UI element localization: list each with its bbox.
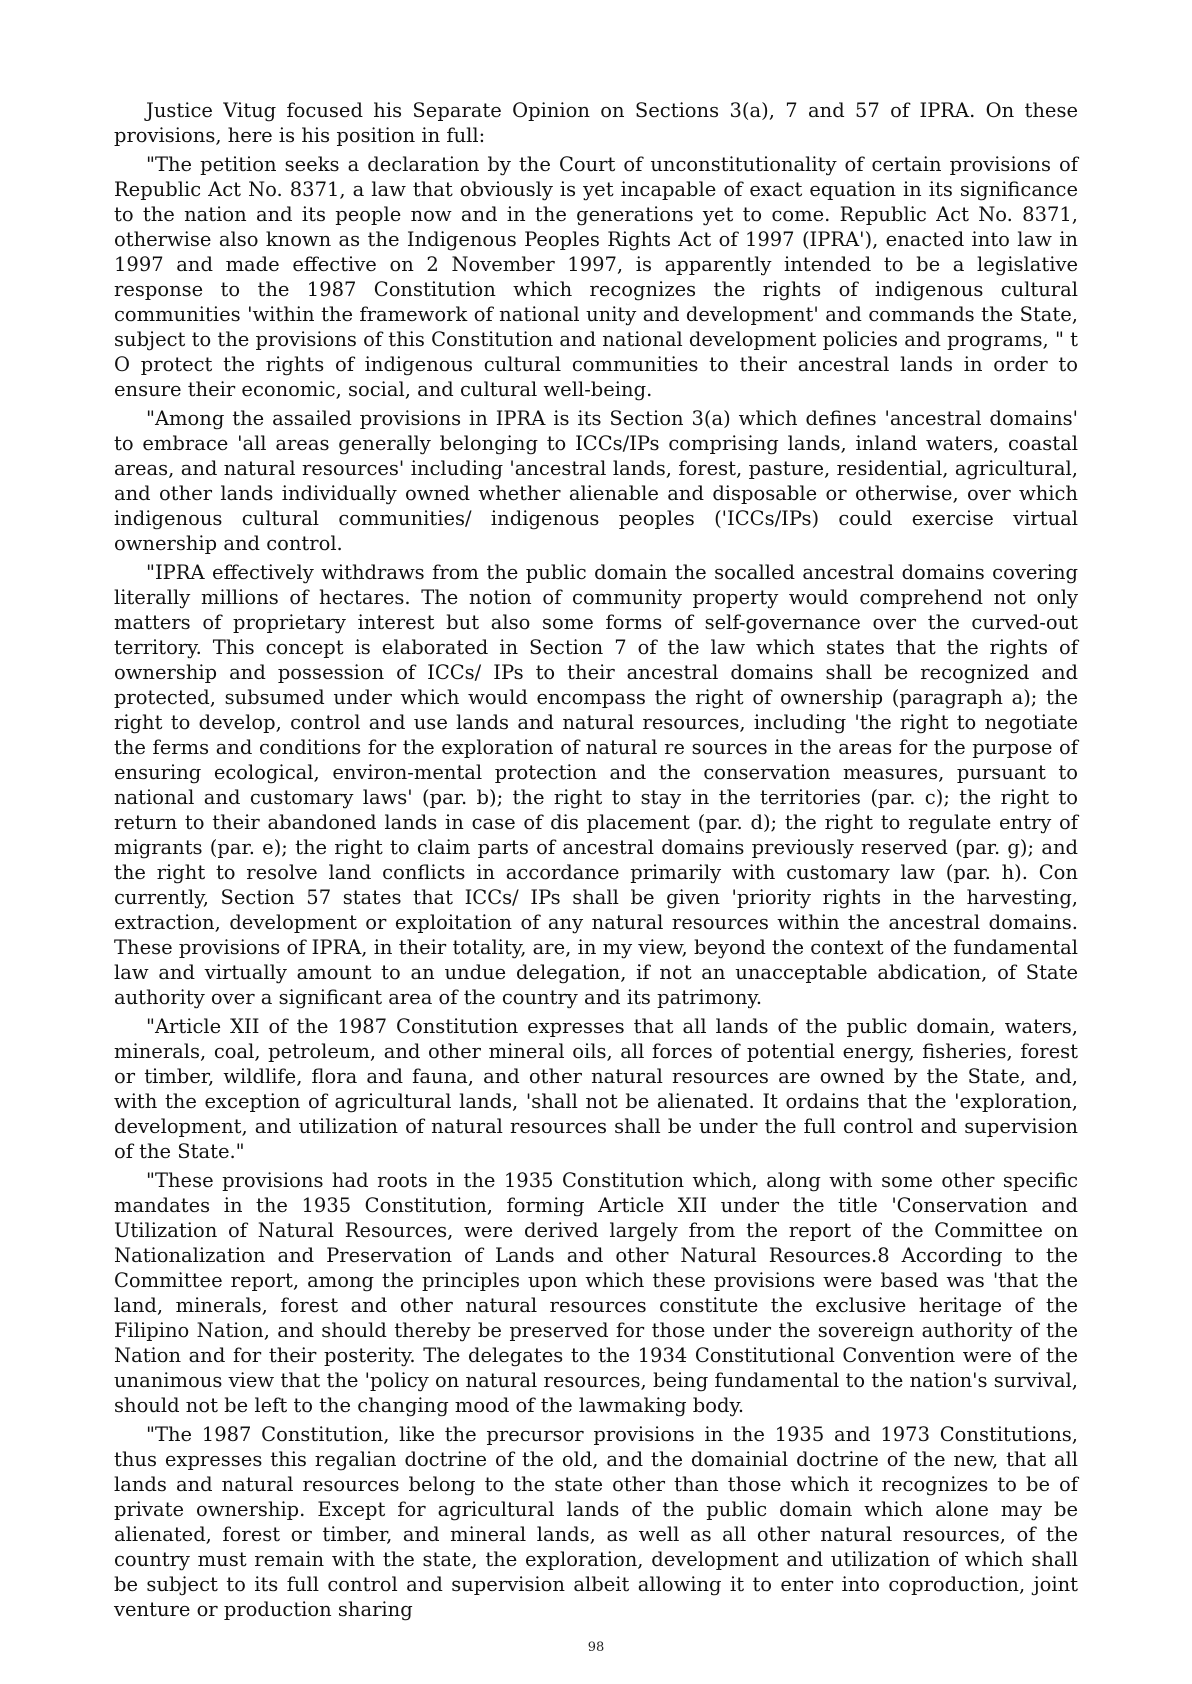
body-text (114, 98, 1078, 1626)
paragraph-petition: "The petition seeks a declaration by the Court of unconstitutionality of certain provisions of Republic Act No. 8371, a law that obviously is yet incapable of exact equation in its significance to the nation and its people now and in the generations yet to come. Republic Act No. 8371, otherwise also known as the Indigenous Peoples Rights Act of 1997 (IPRA'), enacted into law in 1997 and made effective on 2 November 1997, is apparently intended to be a legislative response to the 1987 Constitution which recognizes the rights of indigenous cultural communities 'within the framework of national unity and development' and commands the State, subject to the provisions of this Constitution and national development policies and programs, " t O protect the rights of indigenous cultural communities to their ancestral lands in order to ensure their economic, social, and cultural well-being. (114, 153, 1078, 401)
paragraph-ipra-withdrawal: "IPRA effectively withdraws from the public domain the socalled ancestral domains covering literally millions of hectares. The notion of community property would comprehend not only matters of proprietary interest but also some forms of self-governance over the curved-out territory. This concept is elaborated in Section 7 of the law which states that the rights of ownership and possession of ICCs/ IPs to their ancestral domains shall be recognized and protected, subsumed under which would encompass the right of ownership (paragraph a); the right to develop, control and use lands and natural resources, including 'the right to negotiate the ferms and conditions for the exploration of natural re sources in the areas for the purpose of ensuring ecological, environ-mental protection and the conservation measures, pursuant to national and customary laws' (par. b); the right to stay in the territories (par. c); the right to return to their abandoned lands in case of dis placement (par. d); the right to regulate entry of migrants (par. e); the right to claim parts of ancestral domains previously reserved (par. g); and the right to resolve land conflicts in accordance primarily with customary law (par. h). Con currently, Section 57 states that ICCs/ IPs shall be given 'priority rights in the harvesting, extraction, development or exploitation of any natural resources within the ancestral domains. These provisions of IPRA, in their totality, are, in my view, beyond the context of the fundamental law and virtually amount to an undue delegation, if not an unacceptable abdication, of State authority over a significant area of the country and its patrimony. (114, 561, 1078, 1009)
paragraph-section-3a: "Among the assailed provisions in IPRA is its Section 3(a) which defines 'ancestral domains' to embrace 'all areas generally belonging to ICCs/IPs comprising lands, inland waters, coastal areas, and natural resources' including 'ancestral lands, forest, pasture, residential, agricultural, and other lands individually owned whether alienable and disposable or otherwise, over which indigenous cultural communities/ indigenous peoples ('ICCs/IPs) could exercise virtual ownership and control. (114, 407, 1078, 555)
paragraph-regalian-doctrine: "The 1987 Constitution, like the precursor provisions in the 1935 and 1973 Constitutions, thus expresses this regalian doctrine of the old, and the domainial doctrine of the new, that all lands and natural resources belong to the state other than those which it recognizes to be of private ownership. Except for agricultural lands of the public domain which alone may be alienated, forest or timber, and mineral lands, as well as all other natural resources, of the country must remain with the state, the exploration, development and utilization of which shall be subject to its full control and supervision albeit allowing it to enter into coproduction, joint venture or production sharing (114, 1423, 1078, 1621)
paragraph-intro: Justice Vitug focused his Separate Opinion on Sections 3(a), 7 and 57 of IPRA. On these provisions, here is his position in full: (114, 99, 1078, 147)
paragraph-article-xii: "Article XII of the 1987 Constitution expresses that all lands of the public domain, waters, minerals, coal, petroleum, and other mineral oils, all forces of potential energy, fisheries, forest or timber, wildlife, flora and fauna, and other natural resources are owned by the State, and, with the exception of agricultural lands, 'shall not be alienated. It ordains that the 'exploration, development, and utilization of natural resources shall be under the full control and supervision of the State." (114, 1015, 1078, 1163)
paragraph-1935-roots: "These provisions had roots in the 1935 Constitution which, along with some other specific mandates in the 1935 Constitution, forming Article XII under the title 'Conservation and Utilization of Natural Resources, were derived largely from the report of the Committee on Nationalization and Preservation of Lands and other Natural Resources.8 According to the Committee report, among the principles upon which these provisions were based was 'that the land, minerals, forest and other natural resources constitute the exclusive heritage of the Filipino Nation, and should thereby be preserved for those under the sovereign authority of the Nation and for their posterity. The delegates to the 1934 Constitutional Convention were of the unanimous view that the 'policy on natural resources, being fundamental to the nation's survival, should not be left to the changing mood of the lawmaking body. (114, 1169, 1078, 1417)
page-number: 98 (587, 1640, 605, 1655)
